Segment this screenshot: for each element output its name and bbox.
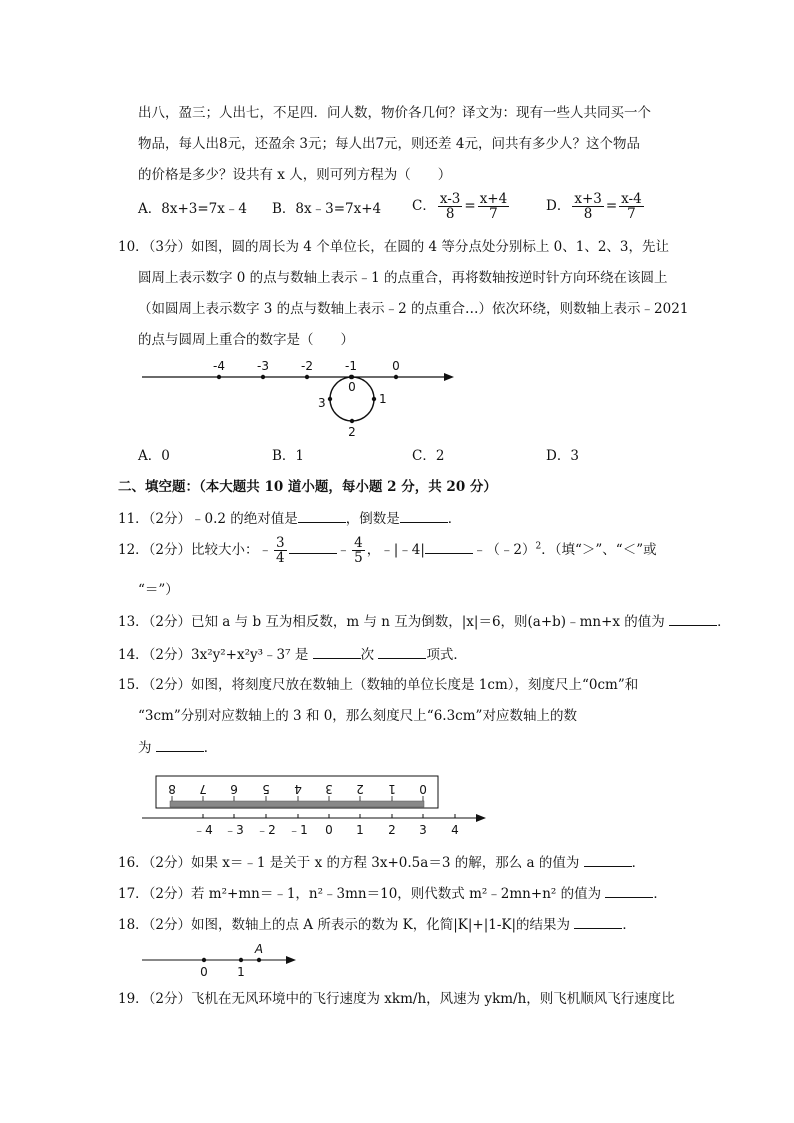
q9-line1: 出八，盈三；人出七，不足四．问人数，物价各几何？译文为：现有一些人共同买一个 xyxy=(138,105,651,121)
q10-axis-label: -4 xyxy=(213,359,225,373)
q15-ruler-label: 0 xyxy=(419,782,427,796)
q15-line3: 为 ． xyxy=(138,740,218,756)
q15-axis-label: 3 xyxy=(419,823,427,837)
q9-option-c: C． $\frac{x-3}{8}$ = $\frac{x+4}{7}$ xyxy=(412,191,508,222)
q15-axis-label: ﹣2 xyxy=(256,823,276,837)
q10-axis-label: -2 xyxy=(301,359,313,373)
q15-line1: 15．（2分）如图，将刻度尺放在数轴上（数轴的单位长度是 1cm），刻度尺上“0cm”和 xyxy=(118,677,639,693)
q18-axis xyxy=(142,956,296,964)
section-heading: 二、填空题：（本大题共 10 道小题，每小题 2 分，共 20 分） xyxy=(118,479,497,495)
q10-circle-label: 1 xyxy=(379,392,387,406)
q13: 13．（2分）已知 a 与 b 互为相反数，m 与 n 互为倒数，|x|＝6，则(a+b)﹣mn+x 的值为 ． xyxy=(118,614,731,630)
q15-ruler-label: 4 xyxy=(294,782,302,796)
q16: 16．（2分）如果 x＝﹣1 是关于 x 的方程 3x+0.5a＝3 的解，那么 a 的值为 ． xyxy=(118,855,646,871)
q12: 12．（2分）比较大小：﹣ $\frac{3}{4}$ ﹣ $\frac{4}{5}$ ，﹣|﹣4| ﹣（﹣2）$^2$．（填“＞”、“＜”或 xyxy=(118,535,657,566)
q18-point-label: A xyxy=(254,942,264,956)
q18-point-a xyxy=(257,958,261,962)
q10-axis-label: -3 xyxy=(257,359,269,373)
q10-circle-label: 3 xyxy=(318,396,326,410)
q15-ruler-label: 7 xyxy=(199,782,207,796)
q17: 17．（2分）若 m²+mn＝﹣1，n²﹣3mn＝10，则代数式 m²﹣2mn+n² 的值为 ． xyxy=(118,886,667,902)
q18-axis-label: 0 xyxy=(200,965,208,979)
q11: 11．（2分）﹣0.2 的绝对值是 ，倒数是 ． xyxy=(118,511,462,527)
q15-axis-label: ﹣1 xyxy=(288,823,308,837)
q15-ruler-label: 8 xyxy=(168,782,176,796)
q15-axis-label: 4 xyxy=(451,823,459,837)
q14: 14．（2分）3x²y²+x²y³﹣3⁷ 是 次 项式． xyxy=(118,647,467,663)
q15-line2: “3cm”分别对应数轴上的 3 和 0，那么刻度尺上“6.3cm”对应数轴上的数 xyxy=(138,708,577,724)
q15-axis-label: ﹣3 xyxy=(224,823,244,837)
q15-axis-label: ﹣4 xyxy=(193,823,213,837)
q10-circle-label: 0 xyxy=(348,380,356,394)
q10-line2: 圆周上表示数字 0 的点与数轴上表示﹣1 的点重合，再将数轴按逆时针方向环绕在该圆上 xyxy=(138,270,668,286)
q10-circle-label: 2 xyxy=(348,425,356,439)
q15-ruler-label: 3 xyxy=(325,782,333,796)
q10-option-b: B．1 xyxy=(272,448,305,464)
q15-axis-label: 0 xyxy=(325,823,333,837)
q18-axis-dot xyxy=(202,958,206,962)
q15-axis-label: 2 xyxy=(388,823,396,837)
q10-line4: 的点与圆周上重合的数字是（ ） xyxy=(138,332,354,348)
q15-ruler-label: 6 xyxy=(230,782,238,796)
q15-ruler-label: 5 xyxy=(262,782,270,796)
q10-option-d: D．3 xyxy=(546,448,579,464)
q15-ruler-label: 2 xyxy=(356,782,364,796)
q10-axis-label: 0 xyxy=(392,359,400,373)
q10-option-c: C．2 xyxy=(412,448,445,464)
q19: 19．（2分）飞机在无风环境中的飞行速度为 xkm/h，风速为 ykm/h，则飞机顺风飞行速度比 xyxy=(118,991,675,1007)
q9-option-d: D． $\frac{x+3}{8}$ = $\frac{x-4}{7}$ xyxy=(546,191,642,222)
q10-line1: 10．（3分）如图，圆的周长为 4 个单位长，在圆的 4 等分点处分别标上 0、1、2、3，先让 xyxy=(118,239,670,255)
q10-line3: （如圆周上表示数字 3 的点与数轴上表示﹣2 的点重合…）依次环绕，则数轴上表示﹣2021 xyxy=(138,301,689,317)
q9-option-b: B．8x﹣3=7x+4 xyxy=(272,201,382,217)
q15-axis-label: 1 xyxy=(356,823,364,837)
q9-line3: 的价格是多少？设共有 x 人，则可列方程为（ ） xyxy=(138,167,452,183)
q9-line2: 物品，每人出8元，还盈余 3元；每人出7元，则还差 4元，问共有多少人？这个物品 xyxy=(138,136,640,152)
q18-axis-label: 1 xyxy=(237,965,245,979)
q10-option-a: A．0 xyxy=(138,448,170,464)
q12-line2: “＝”） xyxy=(138,582,179,598)
q18: 18．（2分）如图，数轴上的点 A 所表示的数为 K，化简|K|+|1-K|的结果为 ． xyxy=(118,917,636,933)
q15-ruler-label: 1 xyxy=(388,782,396,796)
q10-axis-label: -1 xyxy=(345,359,357,373)
q9-option-a: A．8x+3=7x﹣4 xyxy=(138,201,247,217)
q18-axis-dot xyxy=(239,958,243,962)
